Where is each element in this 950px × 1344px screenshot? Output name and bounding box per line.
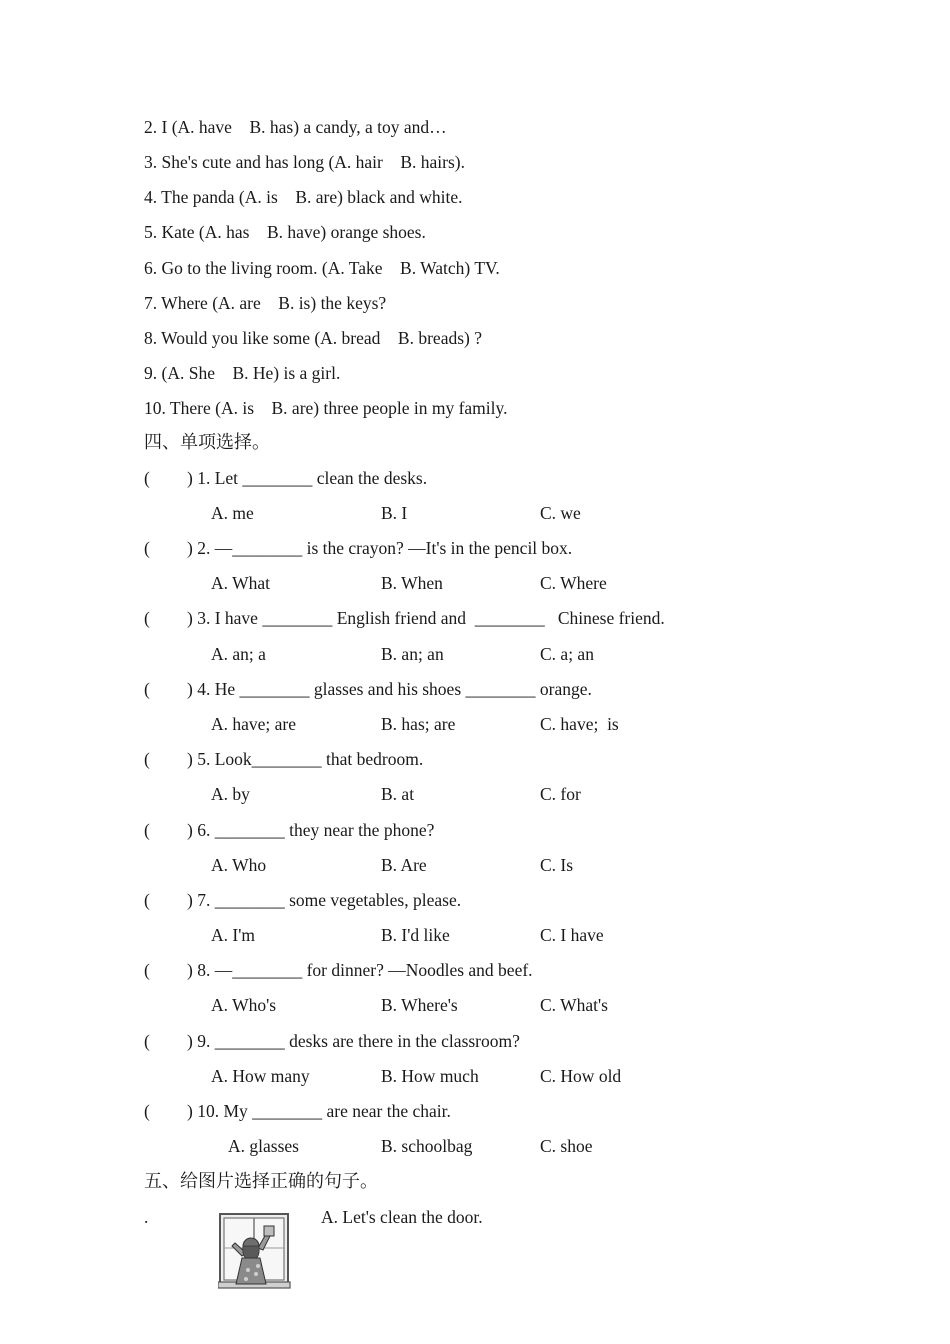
- option-c: C. for: [540, 784, 581, 804]
- question-1: [0, 468, 950, 490]
- answer-paren: (: [144, 890, 150, 910]
- question-9-options: [0, 1066, 950, 1088]
- question-stem: ) 1. Let ________ clean the desks.: [187, 468, 428, 488]
- question-8-options: [0, 995, 950, 1017]
- option-a: A. have; are: [211, 714, 297, 734]
- option-b: B. Are: [381, 855, 427, 875]
- question-7: [0, 890, 950, 912]
- option-b: B. has; are: [381, 714, 456, 734]
- question-8: [0, 960, 950, 982]
- option-a: A. Who's: [211, 995, 277, 1015]
- option-a: A. me: [211, 503, 254, 523]
- question-7-options: [0, 925, 950, 947]
- option-a: A. glasses: [228, 1136, 299, 1156]
- section3-item: 7. Where (A. are B. is) the keys?: [144, 293, 387, 313]
- question-stem: ) 2. —________ is the crayon? —It's in the pencil box.: [187, 538, 573, 558]
- question-10-options: [0, 1136, 950, 1158]
- section3-item: 9. (A. She B. He) is a girl.: [144, 363, 341, 383]
- section3-item: 10. There (A. is B. are) three people in my family.: [144, 398, 508, 418]
- option-b: B. an; an: [381, 644, 444, 664]
- question-stem: ) 6. ________ they near the phone?: [187, 820, 435, 840]
- option-a: A. How many: [211, 1066, 310, 1086]
- answer-paren: (: [144, 820, 150, 840]
- option-c: C. a; an: [540, 644, 594, 664]
- section3-item: 2. I (A. have B. has) a candy, a toy and…: [144, 117, 447, 137]
- question-stem: ) 4. He ________ glasses and his shoes ________ orange.: [187, 679, 592, 699]
- section5-heading: 五、给图片选择正确的句子。: [144, 1171, 378, 1192]
- answer-paren: (: [144, 749, 150, 769]
- question-1-options: [0, 503, 950, 525]
- option-a: A. by: [211, 784, 250, 804]
- question-4: [0, 679, 950, 701]
- option-b: B. schoolbag: [381, 1136, 473, 1156]
- question-6: [0, 820, 950, 842]
- question-2-options: [0, 573, 950, 595]
- question-stem: ) 10. My ________ are near the chair.: [187, 1101, 451, 1121]
- option-b: B. When: [381, 573, 443, 593]
- option-a: A. I'm: [211, 925, 255, 945]
- section3-item: 6. Go to the living room. (A. Take B. Watch) TV.: [144, 258, 500, 278]
- question-stem: ) 9. ________ desks are there in the classroom?: [187, 1031, 520, 1051]
- option-b: B. at: [381, 784, 415, 804]
- section3-item: 4. The panda (A. is B. are) black and white.: [144, 187, 463, 207]
- question-4-options: [0, 714, 950, 736]
- answer-paren: (: [144, 679, 150, 699]
- question-6-options: [0, 855, 950, 877]
- question-3-options: [0, 644, 950, 666]
- question-stem: ) 7. ________ some vegetables, please.: [187, 890, 462, 910]
- option-b: B. I: [381, 503, 408, 523]
- item-marker: .: [144, 1207, 149, 1227]
- section4-heading: 四、单项选择。: [144, 432, 270, 453]
- option-b: B. How much: [381, 1066, 479, 1086]
- answer-paren: (: [144, 538, 150, 558]
- option-b: B. I'd like: [381, 925, 450, 945]
- section3-item: 3. She's cute and has long (A. hair B. hairs).: [144, 152, 466, 172]
- section3-item: 8. Would you like some (A. bread B. breads) ?: [144, 328, 482, 348]
- question-stem: ) 5. Look________ that bedroom.: [187, 749, 424, 769]
- question-3: [0, 608, 950, 630]
- option-c: C. shoe: [540, 1136, 593, 1156]
- answer-paren: (: [144, 608, 150, 628]
- option-c: C. How old: [540, 1066, 622, 1086]
- question-2: [0, 538, 950, 560]
- answer-paren: (: [144, 960, 150, 980]
- option-c: C. I have: [540, 925, 604, 945]
- question-5-options: [0, 784, 950, 806]
- answer-paren: (: [144, 468, 150, 488]
- question-stem: ) 3. I have ________ English friend and ________ Chinese friend.: [187, 608, 665, 628]
- option-a: A. an; a: [211, 644, 266, 664]
- question-9: [0, 1031, 950, 1053]
- option-c: C. What's: [540, 995, 608, 1015]
- question-10: [0, 1101, 950, 1123]
- option-c: C. have; is: [540, 714, 619, 734]
- option-a: A. Who: [211, 855, 267, 875]
- question-stem: ) 8. —________ for dinner? —Noodles and beef.: [187, 960, 533, 980]
- option-a: A. What: [211, 573, 270, 593]
- girl-cleaning-window-picture: [218, 1212, 292, 1290]
- option-c: C. Is: [540, 855, 574, 875]
- answer-paren: (: [144, 1101, 150, 1121]
- girl-cleaning-window-illustration: [218, 1212, 292, 1290]
- section3-item: 5. Kate (A. has B. have) orange shoes.: [144, 222, 426, 242]
- option-b: B. Where's: [381, 995, 458, 1015]
- answer-paren: (: [144, 1031, 150, 1051]
- question-5: [0, 749, 950, 771]
- picture-option-a: A. Let's clean the door.: [321, 1207, 483, 1227]
- option-c: C. we: [540, 503, 581, 523]
- option-c: C. Where: [540, 573, 607, 593]
